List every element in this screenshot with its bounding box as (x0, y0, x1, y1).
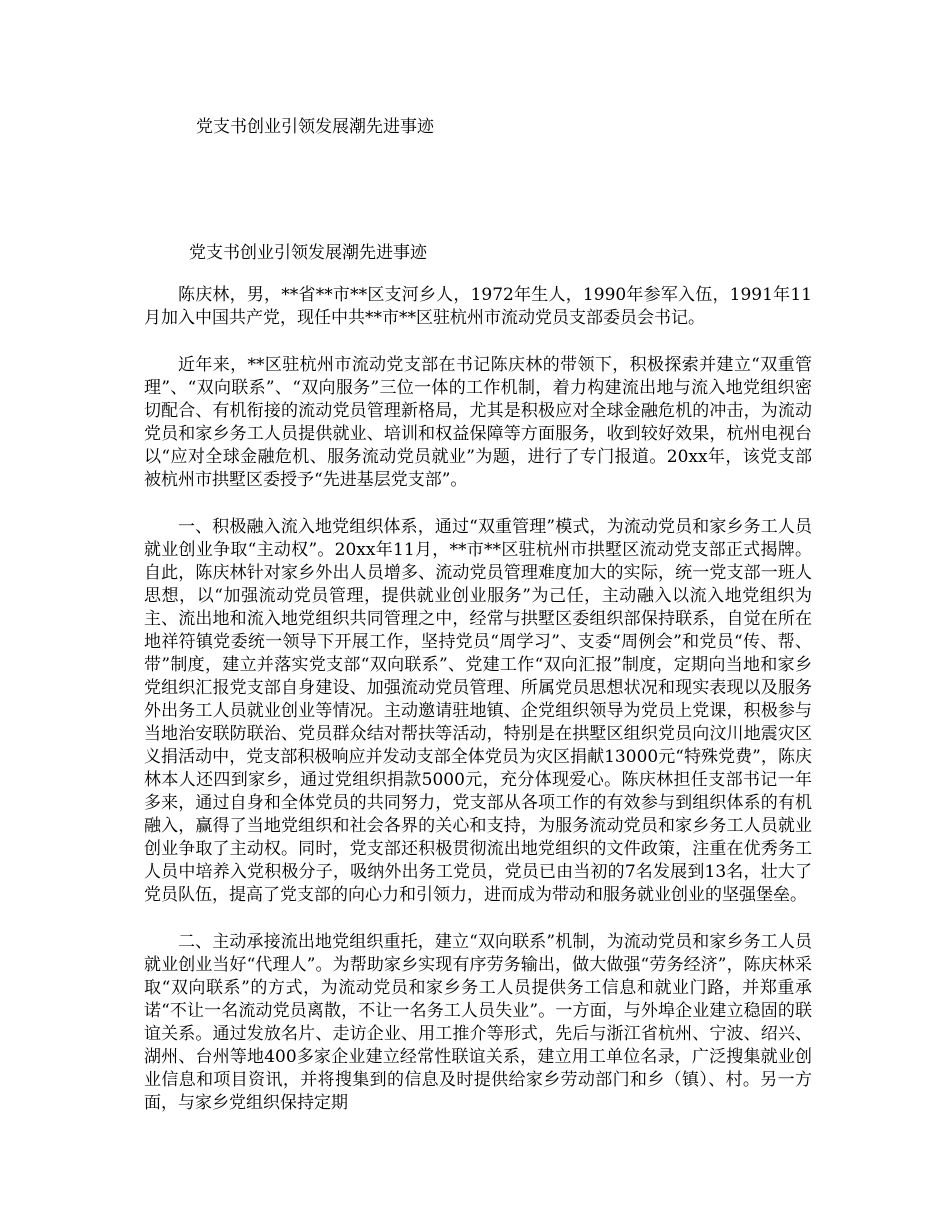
paragraph-intro: 陈庆林，男，**省**市**区支河乡人，1972年生人，1990年参军入伍，1991年11月加入中国共产党，现任中共**市**区驻杭州市流动党员支部委员会书记。 (144, 285, 812, 328)
document-body (144, 284, 812, 1139)
document-subtitle: 党支书创业引领发展潮先进事迹 (189, 243, 427, 263)
paragraph-overview: 近年来，**区驻杭州市流动党支部在书记陈庆林的带领下，积极探索并建立“双重管理”、“双向联系”、“双向服务”三位一体的工作机制，着力构建流出地与流入地党组织密切配合、有机衔接的流动党员管理新格局，尤其是积极应对全球金融危机的冲击，为流动党员和家乡务工人员提供就业、培训和权益保障等方面服务，收到较好效果，杭州电视台以“应对全球金融危机、服务流动党员就业”为题，进行了专门报道。20xx年，该党支部被杭州市拱墅区委授予“先进基层党支部”。 (144, 355, 812, 490)
document-title: 党支书创业引领发展潮先进事迹 (196, 117, 434, 137)
paragraph-section-two: 二、主动承接流出地党组织重托，建立“双向联系”机制，为流动党员和家乡务工人员就业创业当好“代理人”。为帮助家乡实现有序劳务输出，做大做强“劳务经济”，陈庆林采取“双向联系”的方式，为流动党员和家乡务工人员提供务工信息和就业门路，并郑重承诺“不让一名流动党员离散，不让一名务工人员失业”。一方面，与外埠企业建立稳固的联谊关系。通过发放名片、走访企业、用工推介等形式，先后与浙江省杭州、宁波、绍兴、湖州、台州等地400多家企业建立经常性联谊关系，建立用工单位名录，广泛搜集就业创业信息和项目资讯，并将搜集到的信息及时提供给家乡劳动部门和乡（镇）、村。另一方面，与家乡党组织保持定期 (144, 932, 812, 1113)
paragraph-section-one: 一、积极融入流入地党组织体系，通过“双重管理”模式，为流动党员和家乡务工人员就业创业争取“主动权”。20xx年11月，**市**区驻杭州市拱墅区流动党支部正式揭牌。自此，陈庆林针对家乡外出人员增多、流动党员管理难度加大的实际，统一党支部一班人思想，以“加强流动党员管理，提供就业创业服务”为己任，主动融入以流入地党组织为主、流出地和流入地党组织共同管理之中，经常与拱墅区委组织部保持联系，自觉在所在地祥符镇党委统一领导下开展工作，坚持党员“周学习”、支委“周例会”和党员“传、帮、带”制度，建立并落实党支部“双向联系”、党建工作“双向汇报”制度，定期向当地和家乡党组织汇报党支部自身建设、加强流动党员管理、所属党员思想状况和现实表现以及服务外出务工人员就业创业等情况。主动邀请驻地镇、企党组织领导为党员上党课，积极参与当地治安联防联治、党员群众结对帮扶等活动，特别是在拱墅区组织党员向汶川地震灾区义捐活动中，党支部积极响应并发动支部全体党员为灾区捐献13000元“特殊党费”，陈庆林本人还四到家乡，通过党组织捐款5000元，充分体现爱心。陈庆林担任支部书记一年多来，通过自身和全体党员的共同努力，党支部从各项工作的有效参与到组织体系的有机融入，赢得了当地党组织和社会各界的关心和支持，为服务流动党员和家乡务工人员就业创业争取了主动权。同时，党支部还积极贯彻流出地党组织的文件政策，注重在优秀务工人员中培养入党积极分子，吸纳外出务工党员，党员已由当初的7名发展到13名，壮大了党员队伍，提高了党支部的向心力和引领力，进而成为带动和服务就业创业的坚强堡垒。 (144, 517, 812, 905)
